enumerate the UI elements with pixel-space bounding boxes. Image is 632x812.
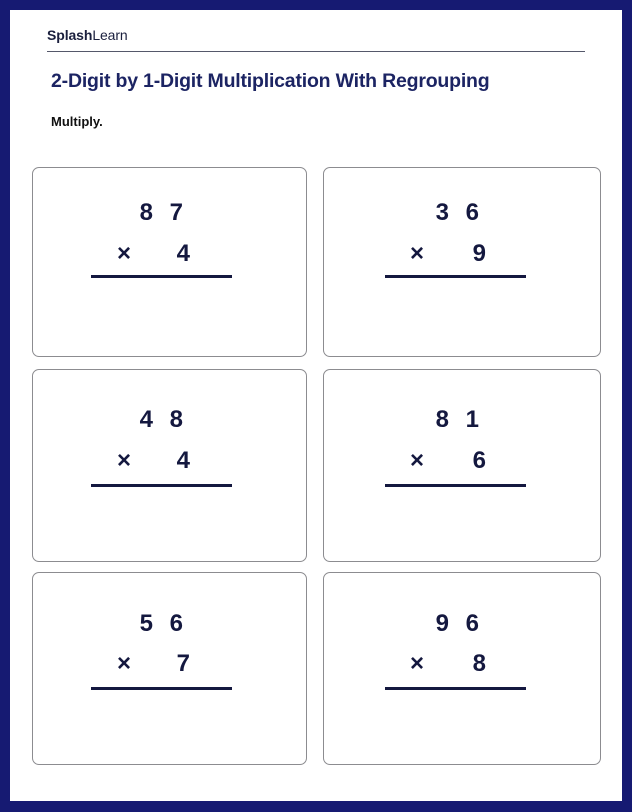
problem-card-5 [32,572,307,765]
multiplier: 4 [176,447,190,474]
answer-line [385,687,526,690]
multiply-icon: × [117,650,132,677]
logo-regular-text: Learn [92,27,128,43]
worksheet-title: 2-Digit by 1-Digit Multiplication With Regrouping [51,70,490,92]
multiplicand: 4 8 [139,406,188,433]
problem-card-4 [323,369,601,562]
problem-card-1 [32,167,307,357]
answer-line [91,484,232,487]
multiply-icon: × [117,240,132,267]
multiplier: 6 [472,447,486,474]
multiply-icon: × [410,650,425,677]
answer-line [91,275,232,278]
multiply-icon: × [410,447,425,474]
multiplier: 7 [176,650,190,677]
answer-line [385,275,526,278]
splashlearn-logo [47,26,128,44]
multiplier: 4 [176,240,190,267]
multiplicand: 9 6 [435,610,484,637]
answer-line [91,687,232,690]
problem-card-6 [323,572,601,765]
logo-bold-text: Splash [47,27,93,43]
multiplier: 8 [472,650,486,677]
multiplicand: 5 6 [139,610,188,637]
worksheet-page [10,10,622,801]
multiplier: 9 [472,240,486,267]
multiplicand: 8 1 [435,406,484,433]
multiply-icon: × [410,240,425,267]
answer-line [385,484,526,487]
problem-card-3 [32,369,307,562]
multiply-icon: × [117,447,132,474]
multiplicand: 8 7 [139,199,188,226]
multiplicand: 3 6 [435,199,484,226]
instruction-text: Multiply. [51,114,103,129]
problem-card-2 [323,167,601,357]
header-divider [47,51,585,52]
